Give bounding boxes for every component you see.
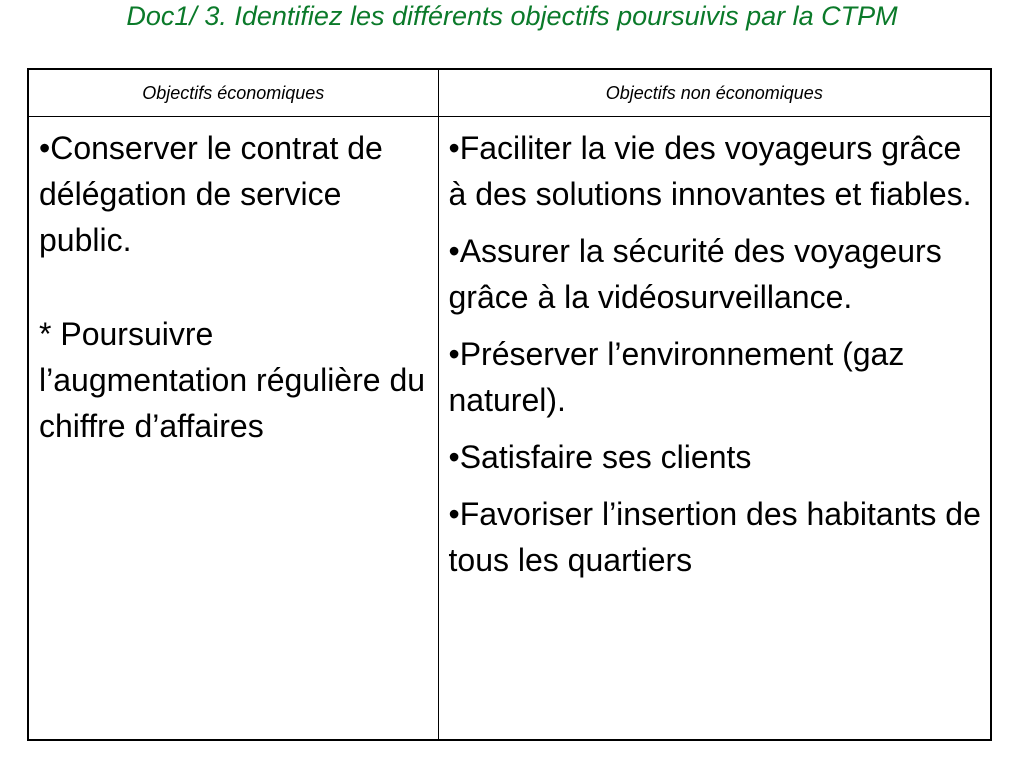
header-economic-objectives: Objectifs économiques [28, 69, 438, 117]
list-item: •Faciliter la vie des voyageurs grâce à des solutions innovantes et fiables. [448, 130, 972, 212]
list-item: * Poursuivre l’augmentation régulière du chiffre d’affaires [39, 316, 426, 444]
list-item: •Assurer la sécurité des voyageurs grâce à la vidéosurveillance. [448, 233, 942, 315]
table-header-row [28, 69, 991, 117]
list-item: •Favoriser l’insertion des habitants de tous les quartiers [448, 496, 981, 578]
economic-objectives-cell [28, 117, 438, 741]
list-item: •Conserver le contrat de délégation de service public. [39, 130, 383, 258]
list-item: •Préserver l’environnement (gaz naturel). [448, 336, 905, 418]
slide-title: Doc1/ 3. Identifiez les différents objectifs poursuivis par la CTPM [126, 1, 898, 31]
non-economic-objectives-cell [438, 117, 991, 741]
table-body-row [28, 117, 991, 741]
list-item: •Satisfaire ses clients [448, 439, 752, 475]
objectives-table [27, 68, 992, 741]
header-non-economic-objectives: Objectifs non économiques [438, 69, 991, 117]
